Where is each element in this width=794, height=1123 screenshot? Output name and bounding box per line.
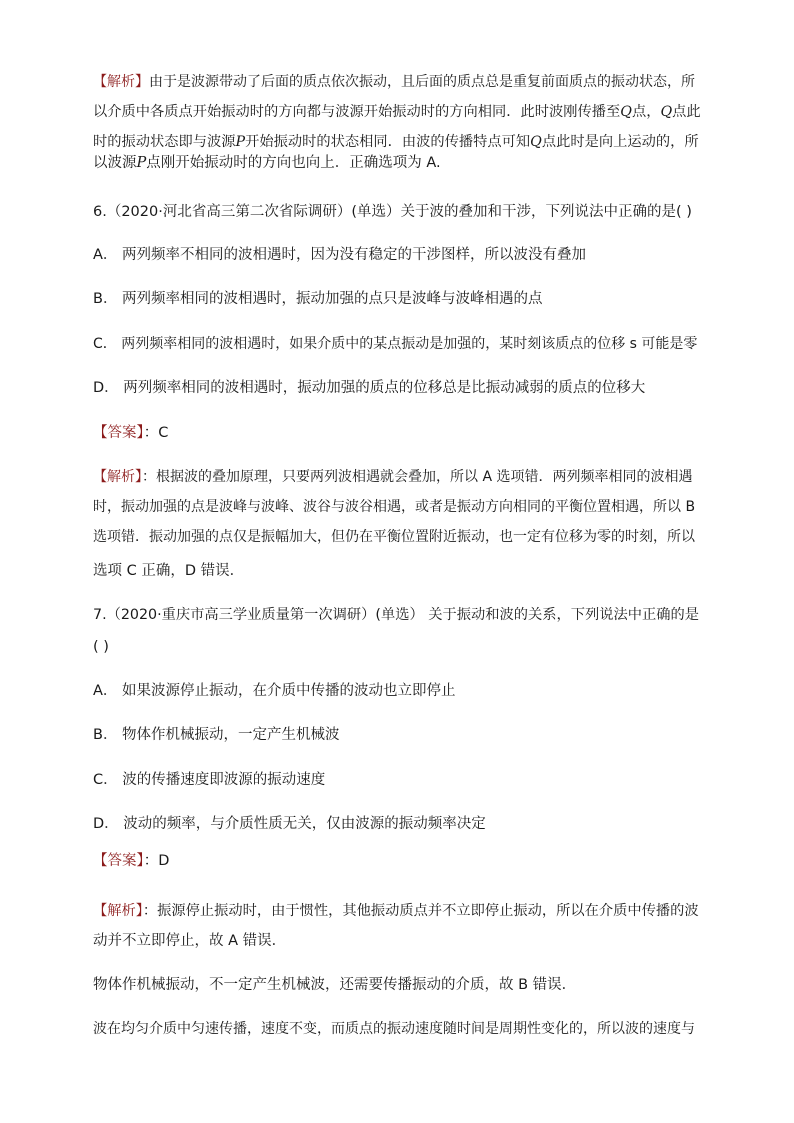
q6-analysis-tag: 【解析】	[93, 469, 142, 485]
q7-answer-text: ：D	[143, 853, 170, 869]
q6-option-c: C． 两列频率相同的波相遇时，如果介质中的某点振动是加强的，某时刻该质点的位移 s 可能是零	[93, 336, 698, 352]
q7-option-c: C． 波的传播速度即波源的振动速度	[93, 772, 326, 788]
q5-var-q: Q	[660, 104, 673, 120]
q7-analysis-tag: 【解析】	[93, 903, 143, 919]
q5-analysis-text-3b: 开始振动时的状态相同．由波的传播特点可知	[245, 134, 531, 150]
q6-answer-text: ：C	[143, 425, 169, 441]
q6-analysis-text-1: ：根据波的叠加原理，只要两列波相遇就会叠加，所以 A 选项错．两列频率相同的波相遇	[142, 469, 693, 485]
q5-var-q: Q	[620, 104, 632, 120]
q6-analysis-line-1	[93, 467, 692, 487]
q5-var-p: P	[235, 134, 246, 150]
q7-answer-tag: 【答案】	[93, 853, 144, 869]
q5-analysis-tag: 【解析】	[93, 74, 149, 90]
q6-analysis-line-3: 选项错．振动加强的点仅是振幅加大，但仍在平衡位置附近振动，也一定有位移为零的时刻，所以	[93, 529, 695, 545]
q5-analysis-text-4a: 以波源	[93, 155, 137, 171]
q6-option-b: B． 两列频率相同的波相遇时，振动加强的点只是波峰与波峰相遇的点	[93, 291, 543, 307]
q5-analysis-line-4	[93, 153, 441, 173]
q6-answer	[93, 423, 168, 443]
q7-stem-line-1: 7.（2020·重庆市高三学业质量第一次调研）(单选） 关于振动和波的关系，下列说法中正确的是	[93, 607, 699, 623]
q5-analysis-text-1: 由于是波源带动了后面的质点依次振动，且后面的质点总是重复前面质点的振动状态，所	[149, 74, 695, 90]
q5-analysis-text-2c: 点此	[672, 104, 701, 120]
q6-stem: 6.（2020·河北省高三第二次省际调研）(单选）关于波的叠加和干涉，下列说法中正确的是( )	[93, 204, 692, 220]
q5-analysis-line-2	[93, 102, 701, 122]
q5-analysis-text-4b: 点刚开始振动时的方向也向上．正确选项为 A.	[146, 155, 441, 171]
q6-analysis-line-2: 时，振动加强的点是波峰与波峰、波谷与波谷相遇，或者是振动方向相同的平衡位置相遇，所以 B	[93, 499, 696, 515]
q5-analysis-text-2b: 点，	[631, 104, 661, 120]
q7-stem-line-2: ( )	[93, 639, 109, 655]
q7-option-b: B． 物体作机械振动，一定产生机械波	[93, 727, 340, 743]
q7-option-d: D． 波动的频率，与介质性质无关，仅由波源的振动频率决定	[93, 816, 486, 832]
q5-analysis-text-2a: 以介质中各质点开始振动时的方向都与波源开始振动时的方向相同．此时波刚传播至	[93, 104, 621, 120]
q5-var-q: Q	[530, 134, 542, 150]
q6-option-a: A． 两列频率不相同的波相遇时，因为没有稳定的干涉图样，所以波没有叠加	[93, 247, 587, 263]
q6-answer-tag: 【答案】	[93, 425, 144, 441]
q5-analysis-text-3c: 点此时是向上运动的，所	[541, 134, 699, 150]
q7-analysis-line-1	[93, 901, 699, 921]
q5-analysis-line-1	[93, 72, 695, 92]
q6-option-d: D． 两列频率相同的波相遇时，振动加强的质点的位移总是比振动减弱的质点的位移大	[93, 380, 646, 396]
q6-analysis-line-4: 选项 C 正确，D 错误．	[93, 563, 245, 579]
q7-option-a: A． 如果波源停止振动，在介质中传播的波动也立即停止	[93, 683, 456, 699]
q5-analysis-line-3	[93, 132, 699, 152]
q7-analysis-text-1: ：振源停止振动时，由于惯性，其他振动质点并不立即停止振动，所以在介质中传播的波	[142, 903, 699, 919]
q7-analysis-line-2: 动并不立即停止，故 A 错误．	[93, 933, 287, 949]
q5-var-p: P	[136, 155, 147, 171]
q5-analysis-text-3a: 时的振动状态即与波源	[93, 134, 236, 150]
q7-analysis-line-3: 物体作机械振动，不一定产生机械波，还需要传播振动的介质，故 B 错误．	[93, 977, 577, 993]
q7-analysis-line-4: 波在均匀介质中匀速传播，速度不变，而质点的振动速度随时间是周期性变化的，所以波的速度与	[93, 1021, 695, 1037]
q7-answer	[93, 851, 169, 871]
